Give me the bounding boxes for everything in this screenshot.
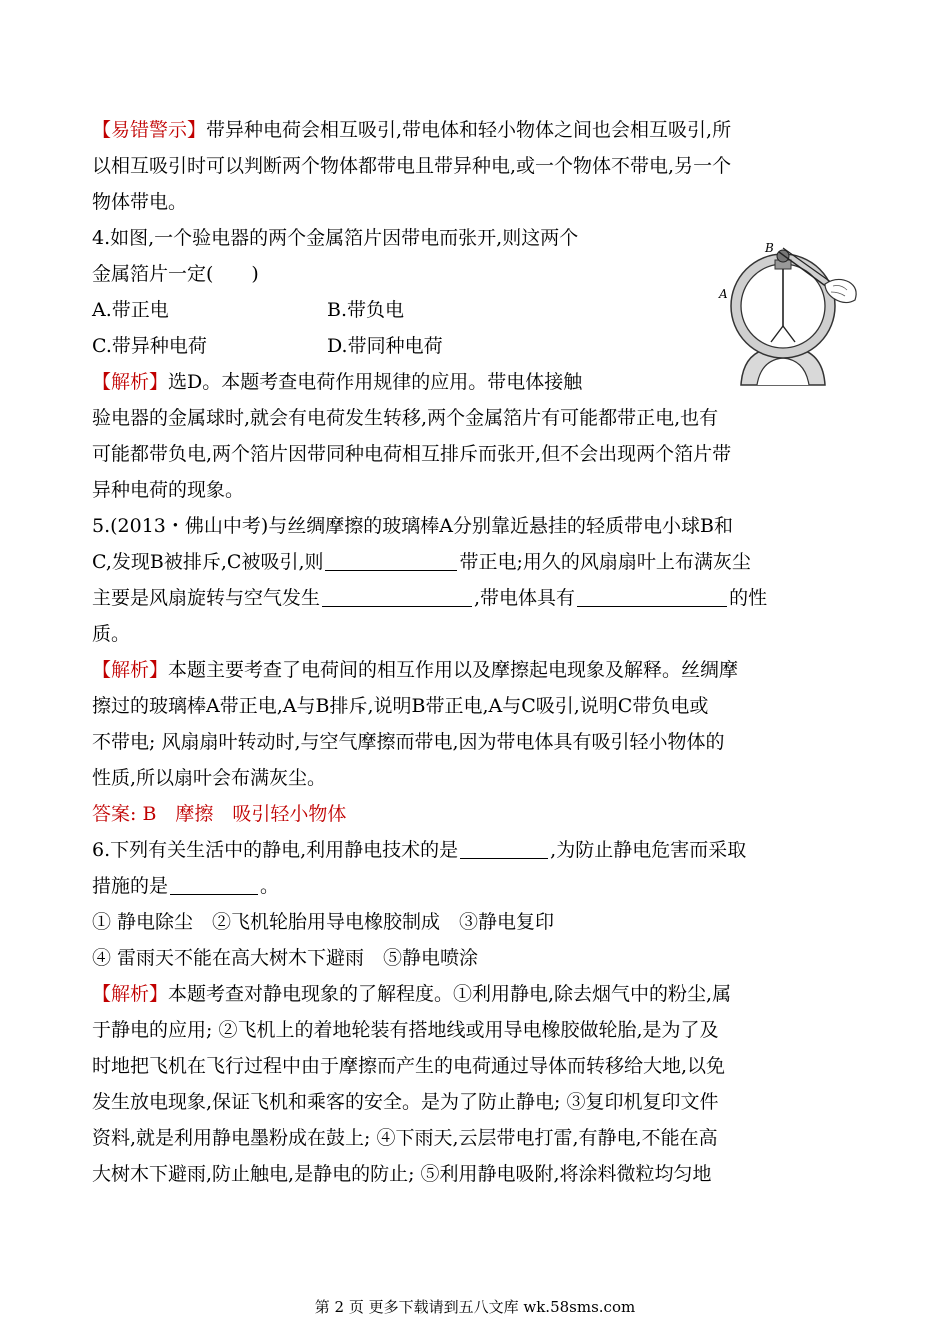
q5-blank-2[interactable] (322, 584, 472, 607)
q5-analysis-4: 性质,所以扇叶会布满灰尘。 (92, 767, 327, 789)
q4-option-b: B.带负电 (327, 299, 405, 321)
q6-analysis-5: 资料,就是利用静电墨粉成在鼓上; ④下雨天,云层带电打雷,有静电,不能在高 (92, 1127, 718, 1149)
q6-blank-1[interactable] (460, 836, 548, 859)
q5-stem-1: 5.(2013・佛山中考)与丝绸摩擦的玻璃棒A分别靠近悬挂的轻质带电小球B和 (92, 515, 733, 537)
q4-option-c: C.带异种电荷 (92, 335, 207, 357)
q5-answer: 答案: B 摩擦 吸引轻小物体 (92, 803, 347, 825)
q5-analysis-1: 【解析】本题主要考查了电荷间的相互作用以及摩擦起电现象及解释。丝绸摩 (92, 659, 739, 681)
q5-stem-3: 主要是风扇旋转与空气发生 ,带电体具有 的性 (92, 580, 862, 616)
electroscope-drawing (713, 240, 863, 390)
q4-stem-2: 金属箔片一定( ) (92, 263, 259, 285)
q6-blank-2[interactable] (170, 872, 258, 895)
q6-analysis-tag: 【解析】 (92, 983, 169, 1005)
q4-stem-1: 4.如图,一个验电器的两个金属箔片因带电而张开,则这两个 (92, 227, 579, 249)
q5-stem-2: C,发现B被排斥,C被吸引,则 带正电;用久的风扇扇叶上布满灰尘 (92, 544, 862, 580)
q6-items-2: ④ 雷雨天不能在高大树木下避雨 ⑤静电喷涂 (92, 947, 479, 969)
q5-analysis-3: 不带电; 风扇扇叶转动时,与空气摩擦而带电,因为带电体具有吸引轻小物体的 (92, 731, 725, 753)
q4-option-d: D.带同种电荷 (327, 335, 443, 357)
q4-analysis-3: 可能都带负电,两个箔片因带同种电荷相互排斥而张开,但不会出现两个箔片带 (92, 443, 732, 465)
warning-tag: 【易错警示】 (92, 119, 207, 141)
q6-analysis-4: 发生放电现象,保证飞机和乘客的安全。是为了防止静电; ③复印机复印文件 (92, 1091, 719, 1113)
q6-stem-2: 措施的是 。 (92, 868, 862, 904)
q6-items-1: ① 静电除尘 ②飞机轮胎用导电橡胶制成 ③静电复印 (92, 911, 555, 933)
warning-line-3: 物体带电。 (92, 191, 188, 213)
electroscope-figure (713, 240, 863, 390)
q4-analysis-4: 异种电荷的现象。 (92, 479, 245, 501)
q4-analysis-1: 【解析】选D。本题考查电荷作用规律的应用。带电体接触 (92, 371, 583, 393)
q5-blank-3[interactable] (577, 584, 727, 607)
q6-analysis-1: 【解析】本题考查对静电现象的了解程度。①利用静电,除去烟气中的粉尘,属 (92, 983, 732, 1005)
q5-blank-1[interactable] (325, 548, 457, 571)
q6-analysis-6: 大树木下避雨,防止触电,是静电的防止; ⑤利用静电吸附,将涂料微粒均匀地 (92, 1163, 712, 1185)
warning-line-2: 以相互吸引时可以判断两个物体都带电且带异种电,或一个物体不带电,另一个 (92, 155, 732, 177)
q4-option-a: A.带正电 (92, 299, 169, 321)
figure-label-a: A (719, 287, 728, 301)
q6-analysis-2: 于静电的应用; ②飞机上的着地轮装有搭地线或用导电橡胶做轮胎,是为了及 (92, 1019, 719, 1041)
warning-line-1: 【易错警示】带异种电荷会相互吸引,带电体和轻小物体之间也会相互吸引,所 (92, 119, 732, 141)
q4-analysis-2: 验电器的金属球时,就会有电荷发生转移,两个金属箔片有可能都带正电,也有 (92, 407, 719, 429)
q4-analysis-tag: 【解析】 (92, 371, 169, 393)
q5-analysis-tag: 【解析】 (92, 659, 169, 681)
q6-analysis-3: 时地把飞机在飞行过程中由于摩擦而产生的电荷通过导体而转移给大地,以免 (92, 1055, 726, 1077)
q6-stem-1: 6.下列有关生活中的静电,利用静电技术的是 ,为防止静电危害而采取 (92, 832, 862, 868)
q5-analysis-2: 擦过的玻璃棒A带正电,A与B排斥,说明B带正电,A与C吸引,说明C带负电或 (92, 695, 709, 717)
electroscope-metal-ball (777, 250, 789, 262)
figure-label-b: B (765, 241, 774, 255)
page-footer: 第 2 页 更多下载请到五八文库 wk.58sms.com (314, 1298, 636, 1316)
q5-stem-4: 质。 (92, 623, 131, 645)
